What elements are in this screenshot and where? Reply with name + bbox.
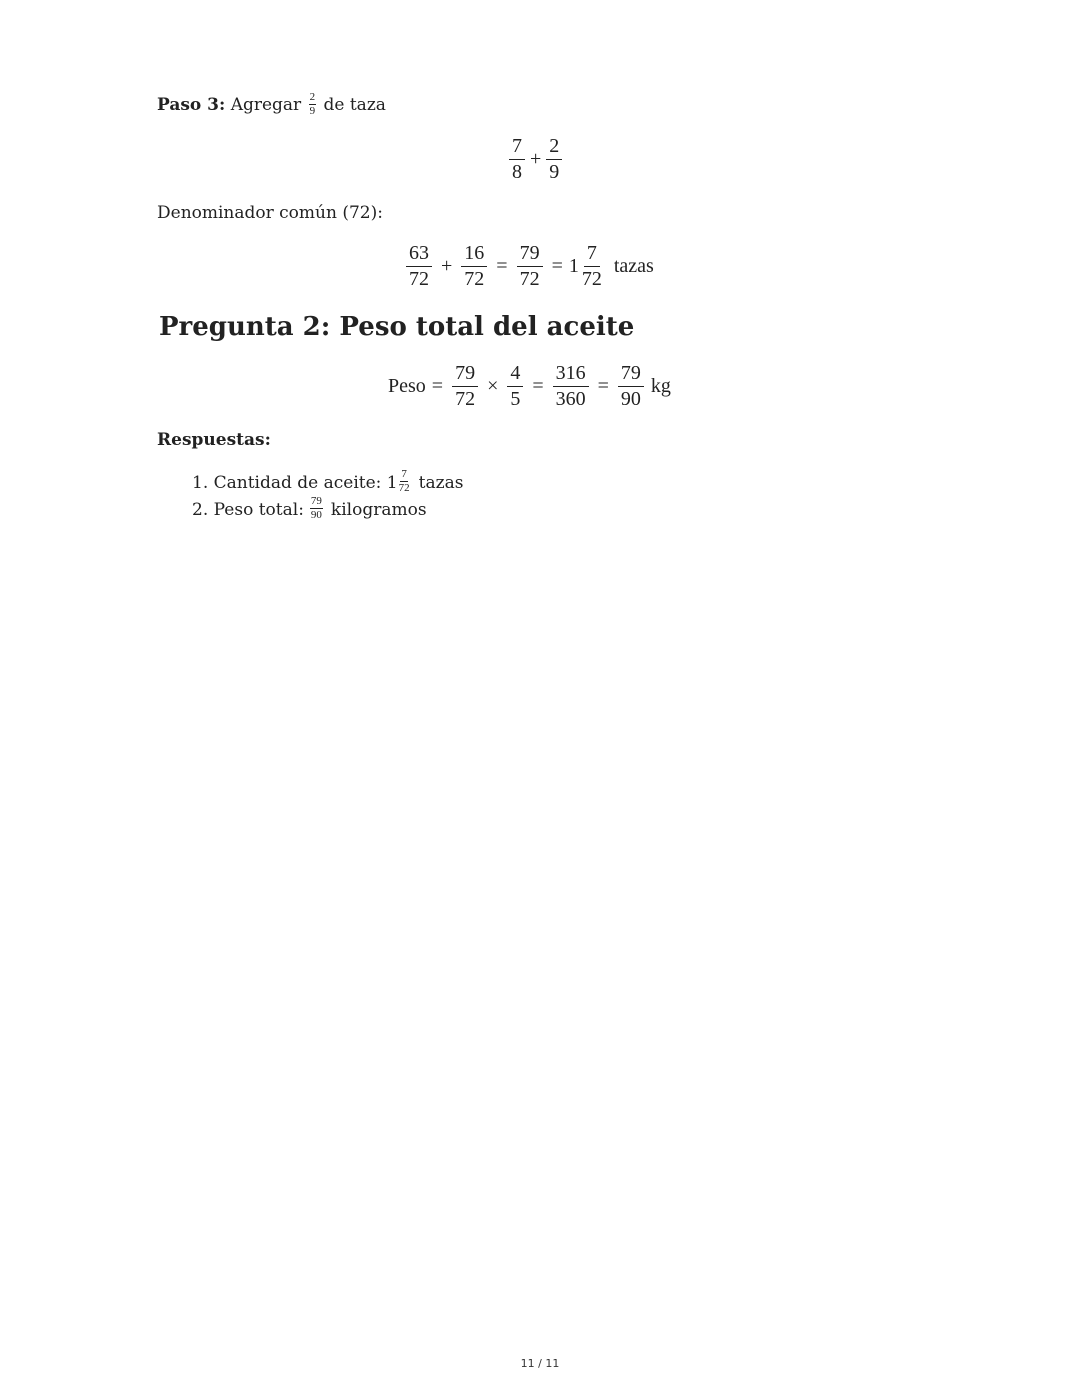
fraction-4-5: $\frac{4}{5}$	[507, 362, 523, 411]
answer-1-suffix: tazas	[418, 472, 464, 493]
step3-line	[157, 93, 386, 118]
answer-2-prefix: 2. Peso total:	[192, 499, 304, 520]
weight-lhs: Peso	[388, 375, 426, 397]
equation-common-denominator	[403, 242, 654, 291]
fraction-63-72: $\frac{63}{72}$	[406, 242, 432, 291]
fraction-7-72: $\frac{7}{72}$	[581, 242, 602, 290]
fraction-316-360: $\frac{316}{360}$	[553, 362, 589, 411]
answer-item-1	[192, 470, 463, 495]
step3-text: Agregar	[230, 95, 302, 115]
answer-2-suffix: kilogramos	[330, 499, 427, 520]
unit-tazas: tazas	[613, 255, 654, 277]
answer-1-fraction: $\frac{7}{72}$	[398, 468, 410, 494]
step3-fraction: $\frac{2}{9}$	[309, 91, 316, 117]
fraction-7-8: $\frac{7}{8}$	[509, 135, 525, 184]
answers-title: Respuestas:	[157, 430, 271, 450]
section-heading: Pregunta 2: Peso total del aceite	[159, 312, 635, 342]
equals-sign: =	[532, 375, 544, 397]
fraction-79-90: $\frac{79}{90}$	[618, 362, 644, 411]
step3-suffix: de taza	[323, 95, 386, 115]
unit-kg: kg	[650, 375, 671, 397]
equation-sum-fractions	[506, 135, 565, 184]
equals-sign: =	[551, 255, 563, 277]
mixed-whole: 1	[568, 255, 579, 277]
fraction-79-72: $\frac{79}{72}$	[517, 242, 543, 291]
common-denominator-text: Denominador común (72):	[157, 203, 383, 223]
answer-item-2	[192, 497, 427, 522]
plus-operator: +	[441, 255, 453, 277]
times-operator: ×	[487, 375, 499, 397]
equation-weight	[388, 362, 671, 411]
equals-sign: =	[597, 375, 609, 397]
equals-sign: =	[496, 255, 508, 277]
equals-sign: =	[431, 375, 444, 397]
step3-label: Paso 3:	[157, 95, 226, 115]
fraction-16-72: $\frac{16}{72}$	[461, 242, 487, 291]
fraction-79-72: $\frac{79}{72}$	[452, 362, 478, 411]
page-number: 11 / 11	[520, 1357, 560, 1370]
answer-2-fraction: $\frac{79}{90}$	[310, 495, 322, 521]
answer-1-prefix: 1. Cantidad de aceite: 1	[192, 472, 398, 493]
plus-operator: +	[530, 148, 542, 170]
fraction-2-9: $\frac{2}{9}$	[546, 135, 562, 184]
